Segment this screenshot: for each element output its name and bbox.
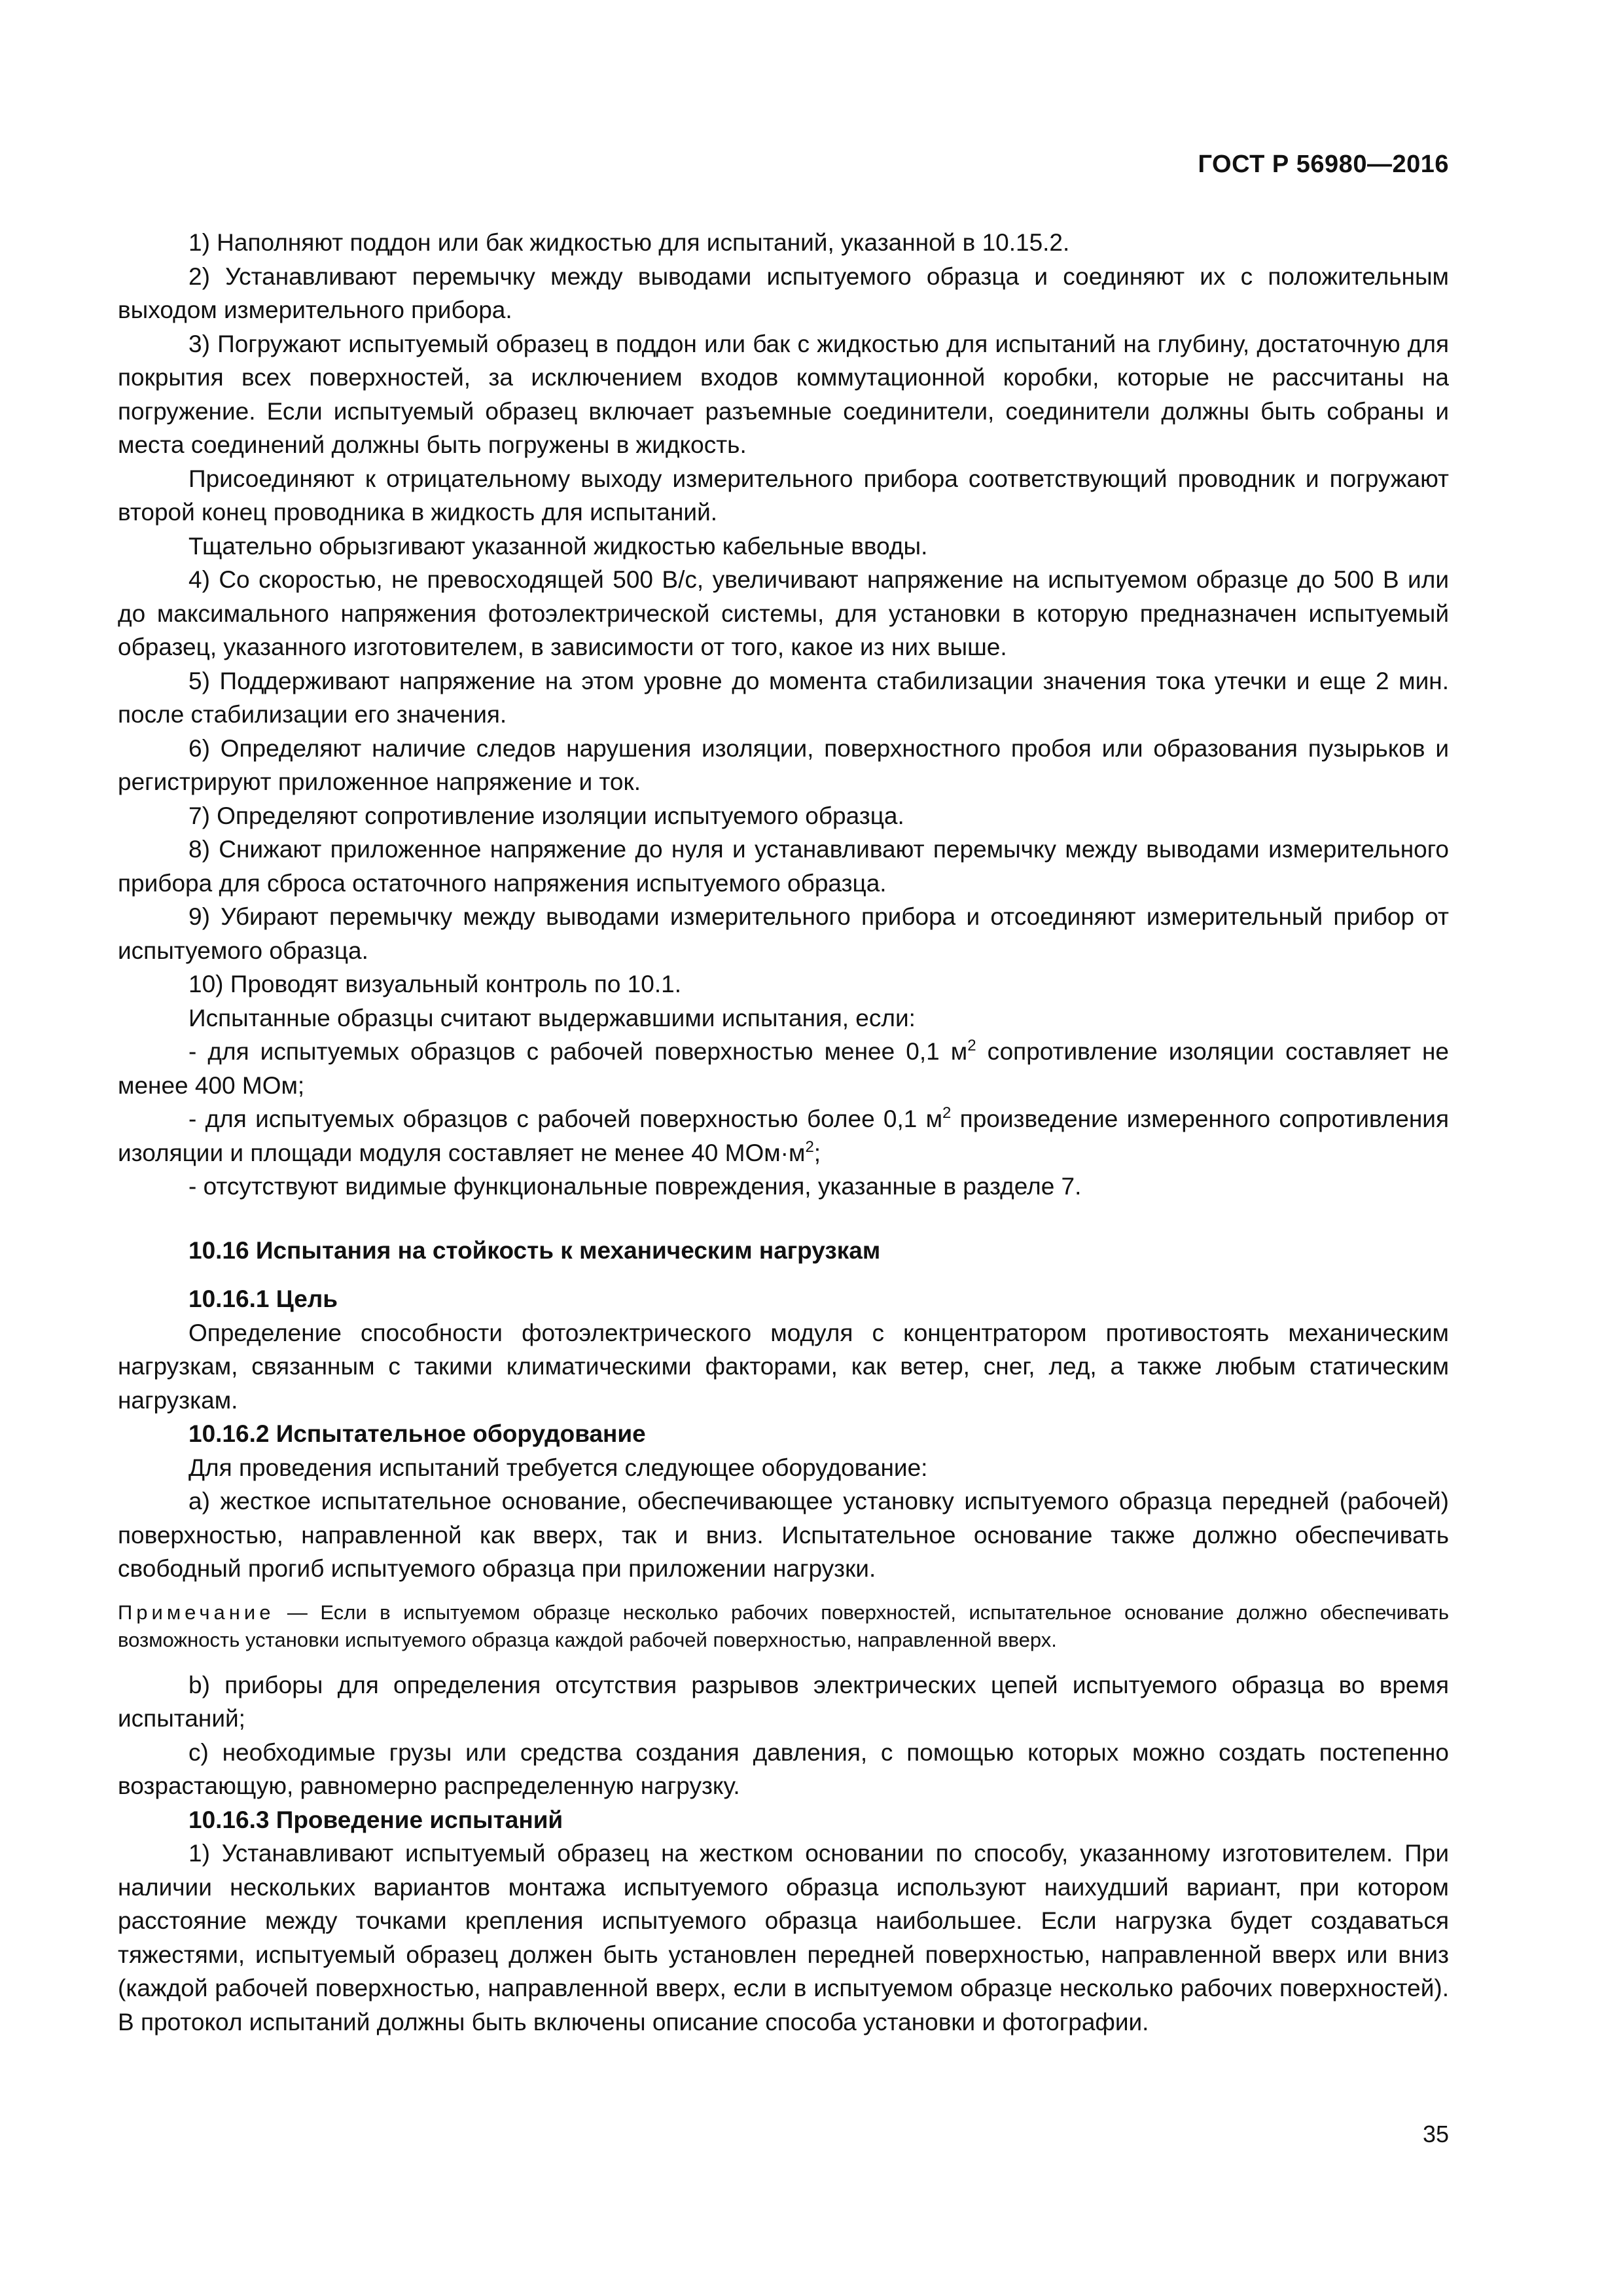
criterion-large-text-b: произведение измеренного сопротивления изоляции и площади модуля составляет не менее 40 МОм·м [118,1105,1449,1166]
paragraph-step-5: 5) Поддерживают напряжение на этом уровне до момента стабилизации значения тока утечки и еще 2 мин. после стабилизации его значения. [118,667,1449,728]
note [118,1599,1449,1654]
paragraph-step-8: 8) Снижают приложенное напряжение до нуля и устанавливают перемычку между выводами измерительного прибора для сброса остаточного напряжения испытуемого образца. [118,836,1449,897]
criterion-large-text-c: ; [813,1139,821,1166]
paragraph-step-7: 7) Определяют сопротивление изоляции испытуемого образца. [188,802,904,829]
criterion-large-surface [118,1102,1449,1170]
subsection-heading-10-16-3: 10.16.3 Проведение испытаний [188,1806,563,1833]
paragraph-step-1: 1) Наполняют поддон или бак жидкостью для испытаний, указанной в 10.15.2. [188,229,1070,256]
subsection-heading-10-16-2: 10.16.2 Испытательное оборудование [188,1420,646,1447]
superscript: 2 [805,1138,814,1156]
paragraph-purpose: Определение способности фотоэлектрического модуля с концентратором противостоять механическим нагрузкам, связанным с такими климатическими факторами, как ветер, снег, лед, а также любым статическим нагрузкам. [118,1319,1449,1414]
equipment-item-b: b) приборы для определения отсутствия разрывов электрических цепей испытуемого образца во время испытаний; [118,1671,1449,1732]
note-text: — Если в испытуемом образце несколько рабочих поверхностей, испытательное основание должно обеспечивать возможность установки испытуемого образца каждой рабочей поверхностью, направленной вверх. [118,1600,1449,1651]
paragraph-step-6: 6) Определяют наличие следов нарушения изоляции, поверхностного пробоя или образования пузырьков и регистрируют приложенное напряжение и ток. [118,734,1449,795]
page-number: 35 [1422,2121,1449,2147]
criterion-no-damage: - отсутствуют видимые функциональные повреждения, указанные в разделе 7. [188,1173,1082,1200]
section-heading-10-16: 10.16 Испытания на стойкость к механическим нагрузкам [188,1236,881,1264]
paragraph-step-2: 2) Устанавливают перемычку между выводами испытуемого образца и соединяют их с положительным выходом измерительного прибора. [118,262,1449,323]
equipment-item-a: а) жесткое испытательное основание, обеспечивающее установку испытуемого образца передней (рабочей) поверхностью, направленной как вверх, так и вниз. Испытательное основание также должно обеспечивать свободный прогиб испытуемого образца при приложении нагрузки. [118,1488,1449,1582]
paragraph-step-4: 4) Со скоростью, не превосходящей 500 В/с, увеличивают напряжение на испытуемом образце до 500 В или до максимального напряжения фотоэлектрической системы, для установки в которую предназначен испытуемый образец, указанного изготовителем, в зависимости от того, какое из них выше. [118,566,1449,660]
document-code-header: ГОСТ Р 56980—2016 [1198,151,1449,178]
paragraph-spray-cable-entries: Тщательно обрызгивают указанной жидкостью кабельные вводы. [188,532,928,560]
superscript: 2 [967,1037,976,1054]
paragraph-step-9: 9) Убирают перемычку между выводами измерительного прибора и отсоединяют измерительный прибор от испытуемого образца. [118,903,1449,964]
subsection-heading-10-16-1: 10.16.1 Цель [188,1285,338,1312]
criterion-small-text-b: сопротивление изоляции составляет не менее 400 МОм; [118,1038,1450,1099]
paragraph-step-3: 3) Погружают испытуемый образец в поддон или бак с жидкостью для испытаний на глубину, достаточную для покрытия всех поверхностей, за исключением входов коммутационной коробки, которые не рассчитаны на погружение. Если испытуемый образец включает разъемные соединители, соединители должны быть собраны и места соединений должны быть погружены в жидкость. [118,330,1449,458]
paragraph-procedure-step-1: 1) Устанавливают испытуемый образец на жестком основании по способу, указанному изготовителем. При наличии нескольких вариантов монтажа испытуемого образца используют наихудший вариант, при котором расстояние между точками крепления испытуемого образца наибольшее. Если нагрузка будет создаваться тяжестями, испытуемый образец должен быть установлен передней поверхностью, направленной вверх или вниз (каждой рабочей поверхностью, направленной вверх, если в испытуемом образце несколько рабочих поверхностей). В протокол испытаний должны быть включены описание способа установки и фотографии. [118,1840,1449,2036]
document-page [118,98,1449,2193]
paragraph-connect-conductor: Присоединяют к отрицательному выходу измерительного прибора соответствующий проводник и погружают второй конец проводника в жидкость для испытаний. [118,465,1449,526]
criterion-small-text-a: - для испытуемых образцов с рабочей поверхностью менее 0,1 м [188,1038,968,1065]
superscript: 2 [942,1104,952,1122]
paragraph-step-10: 10) Проводят визуальный контроль по 10.1. [188,971,681,997]
equipment-item-c: с) необходимые грузы или средства создания давления, с помощью которых можно создать постепенно возрастающую, равномерно распределенную нагрузку. [118,1738,1449,1799]
document-body [118,226,1449,2039]
note-label: Примечание [118,1600,275,1624]
criterion-large-text-a: - для испытуемых образцов с рабочей поверхностью более 0,1 м [188,1105,943,1132]
paragraph-pass-criteria: Испытанные образцы считают выдержавшими испытания, если: [188,1004,916,1031]
criterion-small-surface [118,1035,1449,1102]
paragraph-equipment-intro: Для проведения испытаний требуется следующее оборудование: [188,1454,928,1481]
